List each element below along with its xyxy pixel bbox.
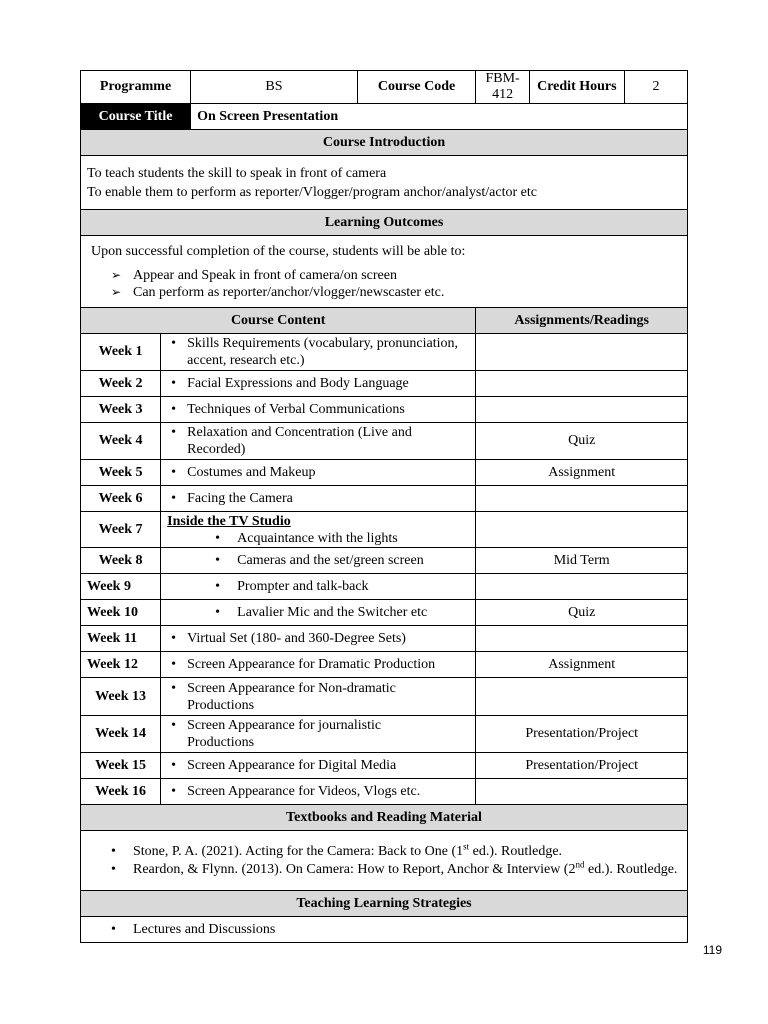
- week-label: Week 9: [81, 574, 161, 600]
- learning-outcomes-body: [81, 236, 688, 308]
- outcomes-list: [91, 267, 681, 301]
- week-label: Week 11: [81, 626, 161, 652]
- week-topic: • Screen Appearance for Dramatic Production: [187, 656, 469, 673]
- course-title-row: [81, 104, 688, 130]
- week-label: Week 3: [81, 397, 161, 423]
- teaching-strategies-body: [81, 917, 688, 943]
- week-row: [81, 678, 688, 716]
- week-topic: • Cameras and the set/green screen: [237, 552, 469, 569]
- week-label: Week 7: [81, 512, 161, 548]
- week-assignment: [476, 779, 688, 805]
- week-topic: • Screen Appearance for journalistic Productions: [187, 717, 437, 751]
- week-row: [81, 371, 688, 397]
- week-label: Week 13: [81, 678, 161, 716]
- week-assignment: [476, 512, 688, 548]
- credit-hours-label: Credit Hours: [529, 71, 624, 104]
- credit-hours-value: 2: [624, 71, 687, 104]
- week-label: Week 14: [81, 716, 161, 753]
- studio-subheading: Inside the TV Studio: [167, 513, 291, 529]
- page-number: 119: [702, 943, 722, 957]
- week-topic: • Screen Appearance for Digital Media: [187, 757, 469, 774]
- course-title-label: Course Title: [81, 104, 191, 130]
- week-assignment: Presentation/Project: [476, 753, 688, 779]
- week-row: [81, 548, 688, 574]
- course-outline-table: [80, 70, 688, 943]
- week-topic: • Facing the Camera: [187, 490, 469, 507]
- week-assignment: Quiz: [476, 423, 688, 460]
- week-row: [81, 753, 688, 779]
- week-row: [81, 652, 688, 678]
- week-row: [81, 397, 688, 423]
- course-title-value: On Screen Presentation: [191, 104, 688, 130]
- week-row: [81, 626, 688, 652]
- week-label: Week 10: [81, 600, 161, 626]
- week-row: [81, 779, 688, 805]
- week-topic: • Lavalier Mic and the Switcher etc: [237, 604, 469, 621]
- week-topic: • Costumes and Makeup: [187, 464, 469, 481]
- teaching-strategies-heading: Teaching Learning Strategies: [81, 891, 688, 917]
- course-code-label: Course Code: [357, 71, 476, 104]
- week-row: [81, 334, 688, 371]
- week-row: [81, 600, 688, 626]
- week-row: [81, 460, 688, 486]
- week-topic: • Relaxation and Concentration (Live and Recorded): [187, 424, 469, 458]
- week-topic: • Techniques of Verbal Communications: [187, 401, 469, 418]
- week-assignment: [476, 334, 688, 371]
- week-assignment: Mid Term: [476, 548, 688, 574]
- week-topic: • Acquaintance with the lights: [237, 530, 469, 547]
- week-row: [81, 574, 688, 600]
- week-assignment: [476, 626, 688, 652]
- week-label: Week 4: [81, 423, 161, 460]
- week-topic: • Screen Appearance for Non-dramatic Productions: [187, 680, 437, 714]
- introduction-line: To enable them to perform as reporter/Vlogger/program anchor/analyst/actor etc: [87, 184, 537, 200]
- assignments-heading: Assignments/Readings: [476, 308, 688, 334]
- week-topic: • Screen Appearance for Videos, Vlogs etc.: [187, 783, 469, 800]
- week-topic: • Virtual Set (180- and 360-Degree Sets): [187, 630, 469, 647]
- week-assignment: [476, 678, 688, 716]
- header-row: [81, 71, 688, 104]
- week-label: Week 5: [81, 460, 161, 486]
- week-assignment: Assignment: [476, 460, 688, 486]
- week-row: [81, 423, 688, 460]
- week-label: Week 6: [81, 486, 161, 512]
- week-label: Week 2: [81, 371, 161, 397]
- reference-item: • Reardon, & Flynn. (2013). On Camera: How to Report, Anchor & Interview (2nd ed.). Routledge.: [133, 861, 681, 879]
- week-assignment: Assignment: [476, 652, 688, 678]
- outcome-item: ➢ Can perform as reporter/anchor/vlogger/newscaster etc.: [133, 284, 681, 301]
- textbooks-heading: Textbooks and Reading Material: [81, 805, 688, 831]
- week-row: [81, 716, 688, 753]
- course-content-heading: Course Content: [81, 308, 476, 334]
- week-label: Week 8: [81, 548, 161, 574]
- course-introduction-heading: Course Introduction: [81, 130, 688, 156]
- course-code-value: FBM-412: [476, 71, 529, 104]
- week-topic: • Facial Expressions and Body Language: [187, 375, 469, 392]
- week-assignment: [476, 574, 688, 600]
- strategy-item: • Lectures and Discussions: [133, 921, 681, 939]
- week-assignment: Presentation/Project: [476, 716, 688, 753]
- week-assignment: Quiz: [476, 600, 688, 626]
- programme-value: BS: [191, 71, 358, 104]
- week-assignment: [476, 371, 688, 397]
- textbooks-body: [81, 831, 688, 891]
- week-topic: • Skills Requirements (vocabulary, pronunciation, accent, research etc.): [187, 335, 469, 369]
- reference-item: • Stone, P. A. (2021). Acting for the Camera: Back to One (1st ed.). Routledge.: [133, 843, 681, 861]
- week-label: Week 15: [81, 753, 161, 779]
- week-topic: • Prompter and talk-back: [237, 578, 469, 595]
- week-assignment: [476, 397, 688, 423]
- course-introduction-body: [81, 156, 688, 210]
- outcomes-intro: Upon successful completion of the course, students will be able to:: [91, 243, 466, 259]
- week-label: Week 16: [81, 779, 161, 805]
- week-row: [81, 512, 688, 548]
- week-label: Week 1: [81, 334, 161, 371]
- week-label: Week 12: [81, 652, 161, 678]
- week-row: [81, 486, 688, 512]
- learning-outcomes-heading: Learning Outcomes: [81, 210, 688, 236]
- week-assignment: [476, 486, 688, 512]
- introduction-line: To teach students the skill to speak in front of camera: [87, 165, 387, 181]
- outcome-item: ➢ Appear and Speak in front of camera/on screen: [133, 267, 681, 284]
- programme-label: Programme: [81, 71, 191, 104]
- reference-list: [87, 840, 681, 879]
